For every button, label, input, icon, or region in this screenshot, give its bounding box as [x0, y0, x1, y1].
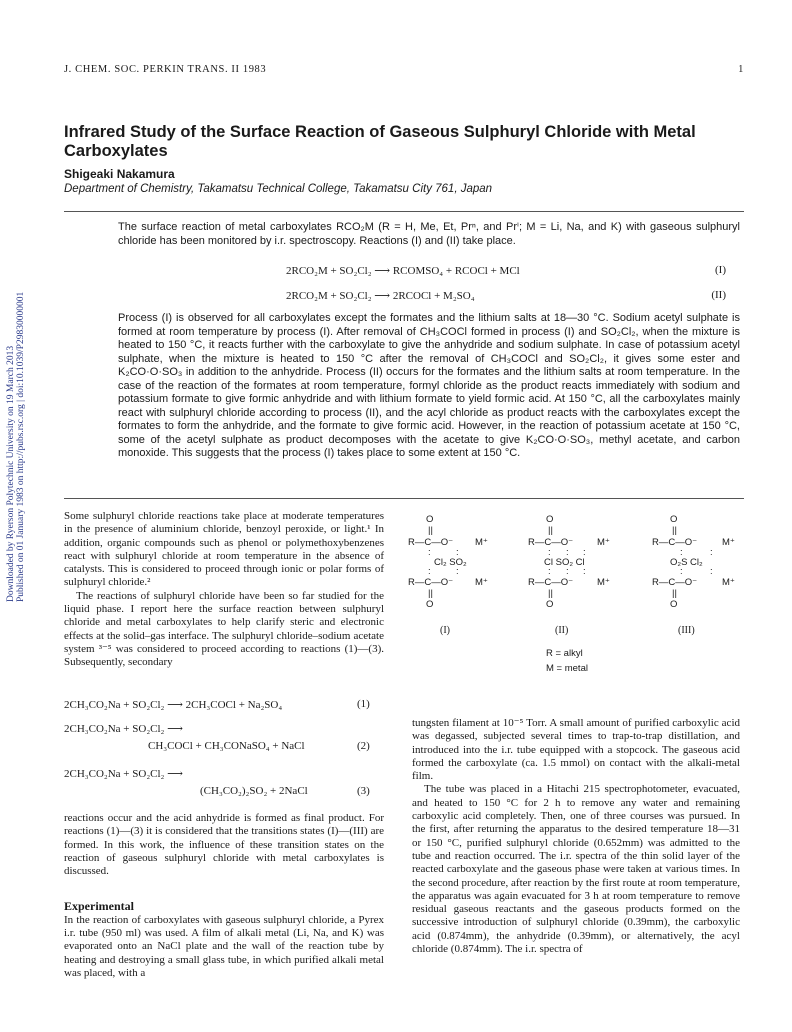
svg-text:R—C—O⁻: R—C—O⁻ [408, 537, 454, 548]
equation-3-line1: 2CH₃CO₂Na + SO₂Cl₂ ⟶ [64, 768, 183, 780]
m-definition: M = metal [546, 663, 588, 674]
svg-text::: : [680, 566, 683, 577]
svg-text::: : [583, 566, 586, 577]
svg-text:R—C—O⁻: R—C—O⁻ [528, 537, 574, 548]
r-definition: R = alkyl [546, 648, 583, 659]
svg-text:||: || [672, 525, 677, 536]
structure-II-label: (II) [555, 625, 569, 636]
equation-1-text: 2CH₃CO₂Na + SO₂Cl₂ ⟶ 2CH₃COCl + Na₂SO₄ [64, 699, 283, 711]
equation-3-line2: (CH₃CO₂)₂SO₂ + 2NaCl [200, 785, 308, 797]
abstract-intro: The surface reaction of metal carboxylates RCO₂M (R = H, Me, Et, Prⁿ, and Prⁱ; M = Li, Na, and K) with gaseous sulphuryl chloride has been monitored by i.r. spectroscopy. Reactions (I) and (II) take place. [118, 221, 740, 247]
svg-text:O: O [670, 599, 678, 610]
svg-text:M⁺: M⁺ [722, 577, 735, 588]
svg-text::: : [456, 566, 459, 577]
abstract-rule [64, 498, 744, 499]
svg-text:O: O [670, 514, 678, 525]
svg-text::: : [456, 547, 459, 558]
author-affiliation: Department of Chemistry, Takamatsu Technical College, Takamatsu City 761, Japan [64, 183, 493, 195]
experimental-heading: Experimental [64, 899, 134, 914]
structure-I-label: (I) [440, 625, 450, 636]
svg-text:R—C—O⁻: R—C—O⁻ [652, 577, 698, 588]
structure-III-center: O₂S Cl₂ [670, 557, 703, 568]
structure-III-label: (III) [678, 625, 695, 636]
svg-text:||: || [428, 588, 433, 599]
left-column-top [64, 510, 384, 670]
svg-text:M⁺: M⁺ [475, 577, 488, 588]
svg-text:||: || [428, 525, 433, 536]
running-header [64, 64, 744, 75]
svg-text:||: || [548, 525, 553, 536]
structure-II-center: Cl SO₂ Cl [544, 557, 585, 568]
svg-text::: : [583, 547, 586, 558]
equation-2-line2: CH₃COCl + CH₃CONaSO₄ + NaCl [148, 740, 305, 752]
intro-paragraph-3: reactions occur and the acid anhydride is formed as final product. For reactions (1)—(3) it is considered that the transitions states (I)—(III) are formed. In this work, the influence of these transition states on the reaction of gaseous sulphuryl chloride with metal carboxylates is discussed. [64, 812, 384, 878]
equation-2-line1: 2CH₃CO₂Na + SO₂Cl₂ ⟶ [64, 723, 183, 735]
reaction-II-text: 2RCO₂M + SO₂Cl₂ ⟶ 2RCOCl + M₂SO₄ [286, 290, 475, 302]
paper-title: Infrared Study of the Surface Reaction of Gaseous Sulphuryl Chloride with Metal Carboxylates [64, 123, 696, 160]
structure-I [408, 514, 488, 610]
svg-text::: : [710, 566, 713, 577]
structure-III [652, 514, 735, 610]
transition-state-figure [404, 508, 744, 688]
reaction-II [286, 289, 726, 302]
experimental-paragraph-2: tungsten filament at 10⁻⁵ Torr. A small amount of purified carboxylic acid was degassed, subjected several times to trap-to-trap distillation, and introduced into the i.r. tube equipped with a stopcock. The gaseous acid formed the carboxylate (ca. 1.5 mmol) on contact with the alkali-metal film. [412, 717, 740, 783]
svg-text:||: || [548, 588, 553, 599]
equation-2-number: (2) [357, 740, 370, 752]
svg-text:M⁺: M⁺ [597, 577, 610, 588]
journal-name: J. CHEM. SOC. PERKIN TRANS. II 1983 [64, 64, 267, 75]
download-sidebar [2, 250, 24, 610]
structure-I-center: Cl₂ SO₂ [434, 557, 467, 568]
reaction-I-text: 2RCO₂M + SO₂Cl₂ ⟶ RCOMSO₄ + RCOCl + MCl [286, 265, 520, 277]
svg-text::: : [566, 566, 569, 577]
svg-text::: : [428, 566, 431, 577]
left-column-bottom [64, 812, 384, 980]
author-name: Shigeaki Nakamura [64, 167, 175, 181]
sidebar-downloaded: Downloaded by Ryerson Polytechnic University on 19 March 2013 [6, 345, 16, 602]
reaction-I [286, 264, 726, 277]
svg-text:M⁺: M⁺ [475, 537, 488, 548]
svg-text:||: || [672, 588, 677, 599]
equation-1-number: (1) [357, 698, 370, 710]
experimental-paragraph-3: The tube was placed in a Hitachi 215 spectrophotometer, evacuated, and heated to 150 °C for 2 h to remove any water and remaining carboxylic acid completely. Then, one of three courses was pursued. In the first, after returning the apparatus to the desired temperature 18—31 or 150 °C, purified sulphuryl chloride (0.652mm) was admitted to the tube and reaction occurred. The i.r. spectra of the thin solid layer of the reacted carboxylate and the gaseous phase were taken at various times. In the second procedure, after reaction by the first route at room temperature, the apparatus was again evacuated for 3 h at room temperature to remove residual gaseous reactants and the gaseous products formed on the successive introduction of sulphuryl chloride (0.39mm), the carboxylic acid (0.874mm), the anhydride (0.39mm), or alternatively, the acyl chloride (0.874mm). The i.r. spectra of [412, 783, 740, 956]
svg-text::: : [548, 566, 551, 577]
svg-text:R—C—O⁻: R—C—O⁻ [652, 537, 698, 548]
abstract-body: Process (I) is observed for all carboxylates except the formates and the lithium salts at 18—30 °C. Sodium acetyl sulphate is formed at room temperature by process (I). After removal of CH₃COCl formed in process (I) and SO₂Cl₂, when the mixture is heated to 150 °C, it reacts further with the carboxylate to give the anhydride and sodium sulphate. In case of potassium acetyl sulphate, when the mixture is heated to 150 °C after the removal of CH₃COCl and SO₂Cl₂, it gives some ester and K₂CO·O·SO₃ in addition to the anhydride. Process (II) occurs for the formates and the lithium salts at room temperature. In the case of the reaction of the formates at room temperature, formyl chloride as the product reacts immediately with sodium and potassium formate to give formic anhydride and with lithium formate to yield formic acid. At 150 °C, all the carboxylates mainly react with sulphuryl chloride according to process (II), and the acyl chloride as product reacts with the carboxylates except the formates to form the anhydride, and the formate to give formic acid. However, in the reaction of potassium acetate at 150 °C, some of the acetyl sulphate as product decomposes with the acetate to give K₂CO·O·SO₃, methyl acetate, and carbon monoxide. This suggests that the process (I) takes place to some extent at 150 °C. [118, 312, 740, 459]
equation-3-number: (3) [357, 785, 370, 797]
intro-paragraph-1: Some sulphuryl chloride reactions take place at moderate temperatures in the presence of aluminium chloride, benzoyl peroxide, or light.¹ In addition, organic compounds such as phenol or polymethoxybenzenes react with sulphuryl chloride at room temperature in the absence of catalysts. This is considered to proceed through ionic or polar forms of sulphuryl chloride.² [64, 510, 384, 589]
svg-text::: : [680, 547, 683, 558]
svg-text:M⁺: M⁺ [597, 537, 610, 548]
svg-text:R—C—O⁻: R—C—O⁻ [408, 577, 454, 588]
svg-text::: : [548, 547, 551, 558]
right-column [412, 717, 740, 956]
svg-text:O: O [426, 514, 434, 525]
svg-text:O: O [426, 599, 434, 610]
svg-text::: : [566, 547, 569, 558]
reaction-I-number: (I) [715, 264, 726, 276]
svg-text:R—C—O⁻: R—C—O⁻ [528, 577, 574, 588]
svg-text:O: O [546, 599, 554, 610]
sidebar-published: Published on 01 January 1983 on http://pubs.rsc.org | doi:10.1039/P29830000001 [16, 291, 26, 602]
reaction-II-number: (II) [711, 289, 726, 301]
experimental-paragraph-1: In the reaction of carboxylates with gaseous sulphuryl chloride, a Pyrex i.r. tube (950 ml) was used. A film of alkali metal (Li, Na, and K) was evaporated onto an NaCl plate and the wall of the reaction tube by heating and destroying a small glass tube, in which purified alkali metal was placed, with a [64, 913, 384, 979]
page-number: 1 [738, 64, 744, 75]
equation-1 [64, 698, 282, 711]
svg-text:M⁺: M⁺ [722, 537, 735, 548]
svg-text::: : [428, 547, 431, 558]
top-rule [64, 211, 744, 212]
intro-paragraph-2: The reactions of sulphuryl chloride have been so far studied for the liquid phase. I report here the surface reaction between sulphuryl chloride and metal carboxylates to help clarify steric and electronic effects at the solid–gas interface. The sulphuryl chloride–sodium acetate system ³⁻⁵ was considered to proceed according to reactions (1)—(3). Subsequently, secondary [64, 589, 384, 669]
structure-II [528, 514, 610, 610]
svg-text::: : [710, 547, 713, 558]
svg-text:O: O [546, 514, 554, 525]
